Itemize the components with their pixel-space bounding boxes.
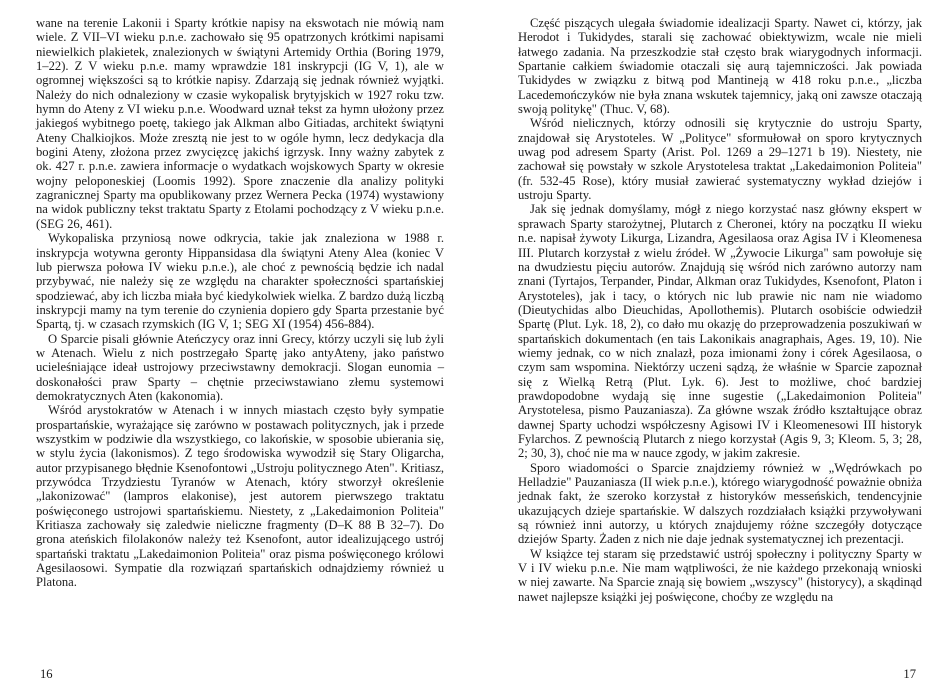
right-paragraph-4: Sporo wiadomości o Sparcie znajdziemy również w „Wędrówkach po Helladzie" Pauzaniasza (II wiek p.n.e.), którego wiarygodność poważnie obniża jednak fakt, że szeroko korzystał z historyków messeńskich, tendencyjnie ukazujących dzieje spartańskie. W dalszych rozdziałach książki przywoływani są również inni autorzy, u których znajdujemy różne szczegóły dotyczące dziejów Sparty. Żaden z nich nie daje jednak systematycznej ich prezentacji.	[518, 460, 922, 547]
right-page-text	[518, 16, 922, 604]
left-paragraph-3: O Sparcie pisali głównie Ateńczycy oraz inni Grecy, którzy uczyli się lub żyli w Atenach. Wielu z nich postrzegało Spartę jako antyAteny, jako państwo ucieleśniające ideał ustrojowy przeciwstawny demokracji. Slogan eunomia – doskonałości praw Sparty – chętnie przeciwstawiano złemu systemowi demokratycznych Aten (kakonomia).	[36, 331, 444, 403]
right-page	[518, 16, 922, 681]
left-paragraph-1: wane na terenie Lakonii i Sparty krótkie napisy na ekswotach nie mówią nam wiele. Z VII–VI wieku p.n.e. zachowało się 95 opatrzonych krótkimi napisami niewielkich plakietek, znalezionych w świątyni Artemidy Orthia (Boring 1979, 1–22). Z V wieku p.n.e. mamy wprawdzie 181 inskrypcji (IG V, 1), ale w ogromnej większości są to krótkie napisy. Zdarzają się jednak również wyjątki. Należy do nich odnaleziony w czasie wykopalisk brytyjskich w 1927 roku tzw. hymn do Ateny z VI wieku p.n.e. Woodward uznał tekst za hymn ułożony przez jakiegoś wybitnego poetę, takiego jak Alkman albo Gitiadas, architekt świątyni Ateny Chalkiojkos. Może zresztą nie jest to w ogóle hymn, lecz dedykacja dla bogini Ateny, złożona przez zwycięzcę jakichś igrzysk. Inny ważny zabytek z ok. 427 r. p.n.e. zawiera informacje o wydatkach wojskowych Sparty w okresie wojny peloponeskiej (Loomis 1992). Spore znaczenie dla analizy polityki zagranicznej Sparty ma opublikowany przez Wernera Pecka (1974) wystawiony na widok publiczny tekst traktatu Sparty z Etolami pochodzący z V wieku p.n.e. (SEG 26, 461).	[36, 16, 444, 231]
left-page-number: 16	[40, 667, 53, 681]
right-page-number: 17	[903, 667, 916, 681]
right-paragraph-3: Jak się jednak domyślamy, mógł z niego korzystać nasz główny ekspert w sprawach Sparty starożytnej, Plutarch z Cheronei, który na początku II wieku n.e. napisał żywoty Likurga, Lizandra, Agesilaosa oraz Agisa IV i Kleomenesa III. Plutarch korzystał z wielu źródeł. W „Żywocie Likurga" sam powołuje się na dwudziestu pięciu autorów. Znajdują się wśród nich zarówno autorzy nam znani (Tyrtajos, Terpander, Pindar, Alkman oraz Tukidydes, Ksenofont, Platon i Arystoteles), jak i tacy, o których nic lub prawie nic nam nie wiadomo (Dieutychidas albo Dieuchidas, Apollothemis). Plutarch osobiście odwiedził Spartę (Plut. Lyk. 18, 2), co dało mu okazję do przeprowadzenia poszukiwań w spartańskich dokumentach (en tais Lakonikais anagraphais, Ages. 19, 10). Nie wiemy jednak, co w nich znalazł, poza imionami żony i córek Agesilaosa, o czym sam wspomina. Niektórzy uczeni sądzą, że właśnie w Sparcie zapoznał się z Wielką Retrą (Plut. Lyk. 6). Jest to możliwe, choć bardziej prawdopodobne wydają się inne sugestie („Lakedaimonion Politeia" Arystotelesa, pismo Pauzaniasza). Za główne wszak źródło kształtujące obraz dawnej Sparty uchodzi współczesny Agisowi IV i Kleomenesowi III historyk Fylarchos. Z pewnością Plutarch z niego korzystał (Agis 9, 3; Kleom. 5, 3; 28, 2; 30, 3), choć nie ma w nauce zgody, w jakim zakresie.	[518, 202, 922, 461]
left-page	[36, 16, 444, 681]
right-paragraph-5: W książce tej staram się przedstawić ustrój społeczny i polityczny Sparty w V i IV wieku p.n.e. Nie mam wątpliwości, że nie każdego przekonają wnioski w niej zawarte. Na Sparcie znają się bowiem „wszyscy" (historycy), a skądinąd nawet najlepsze książki jej poświęcone, choćby ze względu na	[518, 546, 922, 604]
left-paragraph-2: Wykopaliska przyniosą nowe odkrycia, takie jak znaleziona w 1988 r. inskrypcja wotywna geronty Hippansidasa dla świątyni Ateny Alea (koniec V lub pierwsza połowa IV wieku p.n.e.), ale choć z pewnością będzie ich nadal przybywać, nie należy się ze względu na charakter społeczności spartańskiej spodziewać, aby ich liczba miała być kiedykolwiek wielka. Z bardzo dużą liczbą inskrypcji mamy na tym terenie do czynienia dopiero gdy Sparta przestanie być Spartą, tj. w czasach rzymskich (IG V, 1; SEG XI (1954) 456-884).	[36, 231, 444, 332]
right-paragraph-2: Wśród nielicznych, którzy odnosili się krytycznie do ustroju Sparty, znajdował się Arystoteles. W „Polityce" sformułował on sporo krytycznych uwag pod adresem Sparty (Arist. Pol. 1269 a 29–1271 b 19). Niestety, nie zachował się powstały w szkole Arystotelesa traktat „Lakedaimonion Politeia" (fr. 532-45 Rose), który musiał zawierać systematyczny wykład dziejów i ustroju Sparty.	[518, 116, 922, 203]
left-paragraph-4: Wśród arystokratów w Atenach i w innych miastach często były sympatie prospartańskie, wyrażające się zarówno w postawach politycznych, jak i przede wszystkim w podziwie dla wszystkiego, co lakońskie, w sposobie ubierania się, w stylu życia (lakonismos). Z tego środowiska wywodził się Stary Oligarcha, autor przypisanego błędnie Ksenofontowi „Ustroju politycznego Aten". Kritiasz, przywódca Trzydziestu Tyranów w Atenach, który stworzył określenie „lakonizować" (lampros elakonise), jest autorem pierwszego traktatu poświęconego ustrojowi spartańskiemu. Niestety, z „Lakedaimonion Politeia" Kritiasza zachowały się zaledwie nieliczne fragmenty (D–K 88 B 32–7). Do grona ateńskich filolakonów należy też Ksenofont, autor idealizującego ustrój spartański traktatu „Lakedaimonion Politeia" oraz pisma poświęconego królowi Agesilaosowi. Sympatie dla rozwiązań spartańskich odnajdziemy również u Platona.	[36, 403, 444, 590]
right-paragraph-1: Część piszących ulegała świadomie idealizacji Sparty. Nawet ci, którzy, jak Herodot i Tukidydes, starali się zachować obiektywizm, wcale nie mieli łatwego zadania. Na przeszkodzie stał często brak wiarygodnych informacji. Spartanie całkiem świadomie otaczali się aurą tajemniczości. Jak powiada Tukidydes w związku z bitwą pod Mantineją w 418 roku p.n.e., „liczba Lacedemończyków nie była znana wskutek tajemnicy, jaką oni zawsze otaczają swoją politykę" (Thuc. V, 68).	[518, 16, 922, 117]
left-page-text	[36, 16, 444, 590]
